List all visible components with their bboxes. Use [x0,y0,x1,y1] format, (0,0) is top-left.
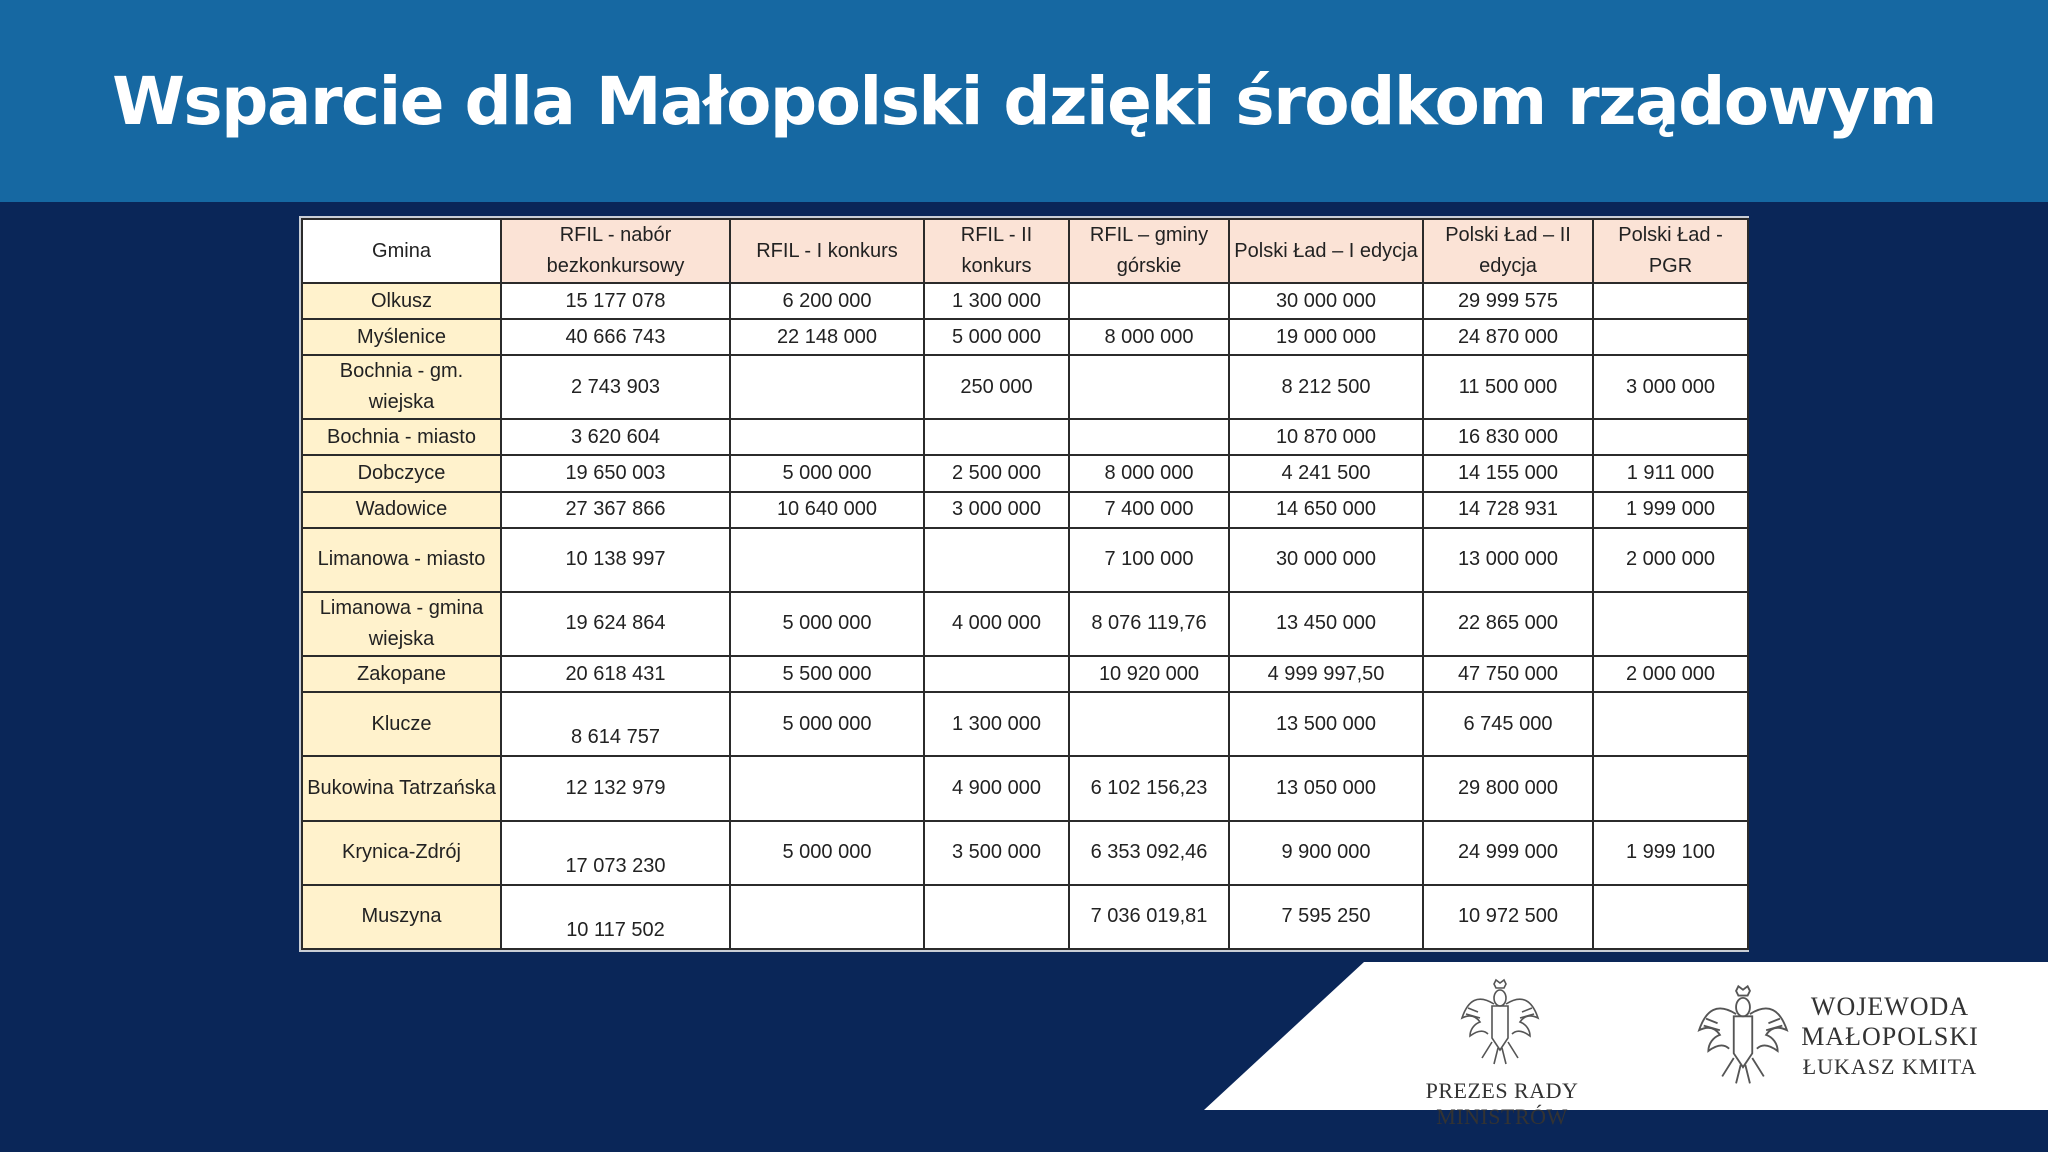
column-header: RFIL - I konkurs [730,219,924,283]
amount-cell [1593,592,1748,656]
amount-cell: 22 148 000 [730,319,924,355]
amount-cell: 6 745 000 [1423,692,1593,756]
amount-cell: 5 000 000 [730,821,924,885]
table-header-row [302,219,1748,283]
amount-cell [1593,419,1748,455]
amount-cell: 6 353 092,46 [1069,821,1229,885]
amount-cell: 1 911 000 [1593,455,1748,491]
table-row [302,455,1748,491]
amount-cell [1069,283,1229,319]
amount-cell: 3 000 000 [924,492,1069,528]
column-header: Gmina [302,219,501,283]
amount-cell: 6 200 000 [730,283,924,319]
amount-cell: 5 000 000 [924,319,1069,355]
table-row [302,283,1748,319]
amount-cell: 11 500 000 [1423,355,1593,419]
amount-cell: 19 650 003 [501,455,730,491]
amount-cell: 27 367 866 [501,492,730,528]
table-row [302,885,1748,949]
column-header: RFIL – gminy górskie [1069,219,1229,283]
amount-cell [1593,885,1748,949]
gmina-cell: Myślenice [302,319,501,355]
amount-cell: 5 500 000 [730,656,924,692]
amount-cell: 7 100 000 [1069,528,1229,592]
amount-cell: 13 500 000 [1229,692,1423,756]
amount-cell: 10 138 997 [501,528,730,592]
amount-cell [730,756,924,820]
amount-cell [730,419,924,455]
amount-cell: 7 595 250 [1229,885,1423,949]
gmina-cell: Muszyna [302,885,501,949]
amount-cell: 2 743 903 [501,355,730,419]
column-header: Polski Ład – I edycja [1229,219,1423,283]
amount-cell: 24 999 000 [1423,821,1593,885]
amount-cell: 12 132 979 [501,756,730,820]
gmina-cell: Bochnia - miasto [302,419,501,455]
amount-cell: 8 614 757 [501,692,730,756]
amount-cell: 250 000 [924,355,1069,419]
amount-cell: 3 620 604 [501,419,730,455]
table-row [302,756,1748,820]
amount-cell: 2 500 000 [924,455,1069,491]
amount-cell: 29 999 575 [1423,283,1593,319]
amount-cell: 40 666 743 [501,319,730,355]
amount-cell [730,885,924,949]
amount-cell: 47 750 000 [1423,656,1593,692]
amount-cell [1069,692,1229,756]
amount-cell: 30 000 000 [1229,283,1423,319]
amount-cell: 19 000 000 [1229,319,1423,355]
amount-cell: 5 000 000 [730,455,924,491]
voivode-eagle-emblem-icon [1694,984,1792,1088]
column-header: RFIL - II konkurs [924,219,1069,283]
amount-cell: 8 076 119,76 [1069,592,1229,656]
amount-cell: 16 830 000 [1423,419,1593,455]
amount-cell: 20 618 431 [501,656,730,692]
amount-cell: 1 999 000 [1593,492,1748,528]
amount-cell [924,419,1069,455]
amount-cell: 19 624 864 [501,592,730,656]
gmina-cell: Zakopane [302,656,501,692]
gmina-cell: Bukowina Tatrzańska [302,756,501,820]
gmina-cell: Limanowa - gmina wiejska [302,592,501,656]
amount-cell [924,656,1069,692]
amount-cell: 29 800 000 [1423,756,1593,820]
amount-cell: 14 155 000 [1423,455,1593,491]
amount-cell: 22 865 000 [1423,592,1593,656]
page-title: Wsparcie dla Małopolski dzięki środkom rządowym [112,62,1936,140]
voivode-label [1790,992,1990,1082]
amount-cell [1593,692,1748,756]
amount-cell: 10 920 000 [1069,656,1229,692]
column-header: Polski Ład - PGR [1593,219,1748,283]
amount-cell: 14 728 931 [1423,492,1593,528]
amount-cell [730,528,924,592]
voivode-title-line2: MAŁOPOLSKI [1801,1022,1979,1051]
amount-cell [730,355,924,419]
amount-cell: 10 117 502 [501,885,730,949]
amount-cell: 15 177 078 [501,283,730,319]
prime-minister-label: PREZES RADY MINISTRÓW [1425,1078,1579,1129]
amount-cell: 13 050 000 [1229,756,1423,820]
amount-cell: 1 300 000 [924,692,1069,756]
amount-cell: 4 900 000 [924,756,1069,820]
table-row [302,319,1748,355]
column-header: RFIL - nabór bezkonkursowy [501,219,730,283]
column-header: Polski Ład – II edycja [1423,219,1593,283]
amount-cell: 24 870 000 [1423,319,1593,355]
gmina-cell: Klucze [302,692,501,756]
amount-cell [1593,283,1748,319]
amount-cell [1069,419,1229,455]
amount-cell: 14 650 000 [1229,492,1423,528]
amount-cell: 4 241 500 [1229,455,1423,491]
amount-cell: 2 000 000 [1593,528,1748,592]
table-row [302,656,1748,692]
table-row [302,821,1748,885]
amount-cell [1593,756,1748,820]
amount-cell: 7 036 019,81 [1069,885,1229,949]
amount-cell: 10 640 000 [730,492,924,528]
table-row [302,419,1748,455]
funding-table [301,218,1749,950]
amount-cell: 4 999 997,50 [1229,656,1423,692]
table-row [302,355,1748,419]
amount-cell [924,528,1069,592]
amount-cell: 3 000 000 [1593,355,1748,419]
amount-cell: 1 300 000 [924,283,1069,319]
eagle-emblem-icon [1458,978,1542,1068]
amount-cell: 6 102 156,23 [1069,756,1229,820]
amount-cell: 5 000 000 [730,692,924,756]
amount-cell: 13 450 000 [1229,592,1423,656]
amount-cell: 7 400 000 [1069,492,1229,528]
amount-cell [1069,355,1229,419]
amount-cell [1593,319,1748,355]
amount-cell [924,885,1069,949]
amount-cell: 2 000 000 [1593,656,1748,692]
gmina-cell: Krynica-Zdrój [302,821,501,885]
table-row [302,592,1748,656]
gmina-cell: Olkusz [302,283,501,319]
gmina-cell: Limanowa - miasto [302,528,501,592]
table-row [302,528,1748,592]
amount-cell: 5 000 000 [730,592,924,656]
amount-cell: 8 000 000 [1069,455,1229,491]
amount-cell: 3 500 000 [924,821,1069,885]
voivode-name: ŁUKASZ KMITA [1802,1054,1978,1079]
amount-cell: 30 000 000 [1229,528,1423,592]
gmina-cell: Dobczyce [302,455,501,491]
table-row [302,692,1748,756]
table-row [302,492,1748,528]
amount-cell: 10 870 000 [1229,419,1423,455]
amount-cell: 4 000 000 [924,592,1069,656]
gmina-cell: Wadowice [302,492,501,528]
amount-cell: 10 972 500 [1423,885,1593,949]
funding-table-container [299,216,1749,952]
amount-cell: 13 000 000 [1423,528,1593,592]
gmina-cell: Bochnia - gm. wiejska [302,355,501,419]
amount-cell: 8 000 000 [1069,319,1229,355]
amount-cell: 1 999 100 [1593,821,1748,885]
voivode-title-line1: WOJEWODA [1810,992,1970,1021]
amount-cell: 17 073 230 [501,821,730,885]
amount-cell: 8 212 500 [1229,355,1423,419]
amount-cell: 9 900 000 [1229,821,1423,885]
